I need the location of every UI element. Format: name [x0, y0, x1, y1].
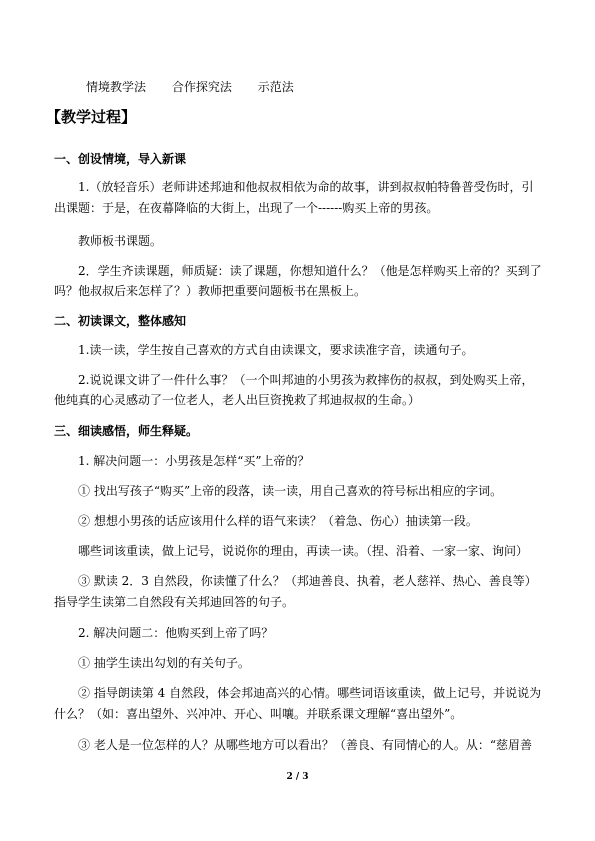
heading-3: 三、细读感悟，师生释疑。 [54, 424, 199, 438]
teaching-methods [86, 80, 316, 94]
paragraph-line: 他纯真的心灵感动了一位老人，老人出巨资挽救了邦迪叔叔的生命。） [54, 393, 421, 407]
paragraph-line: 1.（放轻音乐）老师讲述邦迪和他叔叔相依为命的故事，讲到叔叔帕特鲁普受伤时，引 [78, 180, 534, 194]
paragraph-line: ① 抽学生读出勾划的有关句子。 [78, 656, 250, 670]
paragraph-line: ② 想想小男孩的话应该用什么样的语气来读？（着急、伤心）抽读第一段。 [78, 514, 478, 528]
paragraph-line: 什么？（如：喜出望外、兴冲冲、开心、叫嚷。并联系课文理解“喜出望外”。 [54, 707, 463, 721]
paragraph-line: 2．学生齐读课题，师质疑：读了课题，你想知道什么？（他是怎样购买上帝的？买到了 [78, 264, 542, 278]
paragraph-line: 哪些词该重读，做上记号，说说你的理由，再读一读。（捏、沿着、一家一家、询问） [78, 544, 529, 558]
paragraph-line: 2. 解决问题二：他购买到上帝了吗？ [78, 626, 274, 640]
section-title: 【教学过程】 [46, 108, 137, 126]
paragraph-line: ③ 默读 2．3 自然段，你读懂了什么？（邦迪善良、执着，老人慈祥、热心、善良等） [78, 574, 537, 588]
page-number: 2 / 3 [286, 772, 309, 782]
paragraph-line: 2.说说课文讲了一件什么事？（一个叫邦迪的小男孩为救摔伤的叔叔，到处购买上帝， [78, 373, 534, 387]
method-3: 示范法 [257, 80, 294, 94]
paragraph-line: 吗？他叔叔后来怎样了？）教师把重要问题板书在黑板上。 [54, 284, 367, 298]
paragraph-line: ① 找出写孩子“购买”上帝的段落，读一读，用自己喜欢的符号标出相应的字词。 [78, 484, 503, 498]
paragraph-line: 1.读一读，学生按自己喜欢的方式自由读课文，要求读准字音，读通句子。 [78, 343, 474, 357]
paragraph-line: 教师板书课题。 [78, 234, 163, 248]
paragraph-line: 指导学生读第二自然段有关邦迪回答的句子。 [54, 595, 295, 609]
paragraph-line: 出课题：于是，在夜幕降临的大街上，出现了一个------购买上帝的男孩。 [54, 201, 439, 215]
heading-2: 二、初读课文，整体感知 [54, 314, 187, 328]
paragraph-line: ② 指导朗读第 4 自然段，体会邦迪高兴的心情。哪些词语该重读，做上记号，并说说为 [78, 686, 542, 700]
heading-1: 一、创设情境，导入新课 [54, 152, 187, 166]
method-2: 合作探究法 [171, 80, 232, 94]
method-1: 情境教学法 [86, 80, 147, 94]
paragraph-line: ③ 老人是一位怎样的人？从哪些地方可以看出？（善良、有同情心的人。从：“慈眉善 [78, 738, 532, 752]
paragraph-line: 1. 解决问题一：小男孩是怎样“买”上帝的？ [78, 454, 310, 468]
